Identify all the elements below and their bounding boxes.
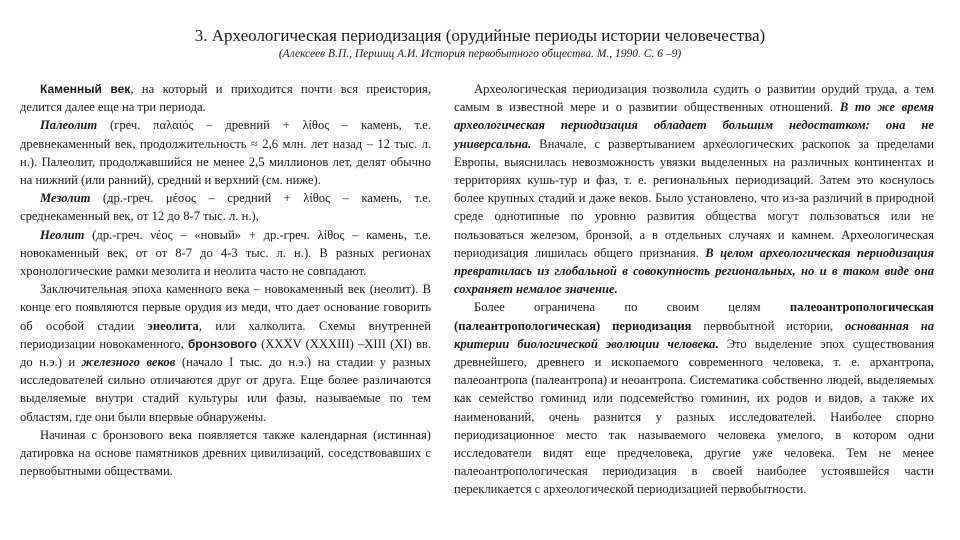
- text: Археологическая периодизация позволила судить о развитии орудий труда, а тем самым в известной мере и о развитии общественных отношений.: [454, 82, 934, 115]
- paragraph-calendar-dating: Начиная с бронзового века появляется также календарная (истинная) датировка на основе памятников древних цивилизаций, соседствовавших с первобытными обществами.: [20, 427, 431, 479]
- term-mesolithic: Мезолит: [40, 191, 91, 206]
- emphasis-regional: В целом археологическая периодизация превратилась из глобальной в совокупность региональных, но и в таком виде она сохраняет немалое значение.: [454, 245, 934, 297]
- right-column: [454, 80, 934, 499]
- text: (начало I тыс. до н.э.) на стадии у разных исследователей сильно отличаются друг от друга. Еще более различаются выделяемые внутри стадий культуры или фазы, называемые по тем областям, где они были впервые обнаружены.: [20, 355, 431, 424]
- term-paleoanthropological: палеоантропологическая (палеантропологическая) периодизация: [454, 300, 934, 333]
- term-neolithic: Неолит: [40, 227, 85, 242]
- left-column: [20, 80, 431, 480]
- source-citation: (Алексеев В.П., Першиц А.И. История первобытного общества. М., 1990. С. 6 –9): [278, 48, 682, 60]
- paragraph-mesolithic: [20, 189, 431, 225]
- text: Это выделение эпох существования древнейшего, древнего и ископаемого современного человека, т. е. архантропа, палеоантропа (палеантропа) и неоантропа. Систематика собственно людей, выделяемых как семейство гоминид или подсемейство гоминин, их родов и видов, а также их наименований, очень разнится у разных исследователей. Наиболее спорно периодизационное место так называемого человека умелого, в котором одни исследователи видят еще предчеловека, другие уже человека. Тем не менее палеоантропологическая периодизация в своей наиболее устоявшейся части перекликается с археологической периодизацией первобытности.: [454, 336, 935, 497]
- emphasis-biological-criterion: основанная на критерии биологической эволюции человека.: [454, 318, 935, 351]
- paragraph-stone-age: [20, 80, 431, 116]
- page-title: 3. Археологическая периодизация (орудийные периоды истории человечества): [194, 26, 766, 45]
- text: , или халколита. Схемы внутренней периодизации новокаменного,: [20, 318, 431, 351]
- emphasis-not-universal: В то же время археологическая периодизация обладает большим недостатком: она не универсальна.: [454, 100, 934, 151]
- text: , на который и приходится почти вся преистория, делится далее еще на три периода.: [20, 82, 431, 115]
- text: (др.-греч. μέσος – средний + λίθος – камень, т.е. среднекаменный век, от 12 до 8-7 тыс. л. н.),: [20, 191, 431, 224]
- paragraph-paleolithic: [20, 116, 431, 189]
- text: (XXXV (XXXIII) –XIII (XI) вв. до н.э.) и: [20, 336, 431, 370]
- term-paleolithic: Палеолит: [40, 118, 98, 133]
- text: (др.-греч. νέος – «новый» + др.-греч. λίθος – камень, т.е. новокаменный век, от от 8-7 до 4-3 тыс. л. н.). В разных регионах хронологические рамки мезолита и неолита часто не совпадают.: [20, 227, 431, 279]
- text: первобытной истории,: [691, 318, 846, 333]
- text: Заключительная эпоха каменного века – новокаменный век (неолит). В конце его появляются первые орудия из меди, что дает основание говорить об особой стадии: [20, 282, 431, 333]
- paragraph-final-epoch: [20, 280, 431, 426]
- term-stone-age: Каменный век: [40, 82, 131, 96]
- paragraph-archaeological-periodization: [454, 80, 934, 298]
- term-bronze-age: бронзового: [187, 336, 257, 351]
- term-iron-age: железного веков: [81, 355, 176, 370]
- term-eneolithic: энеолита: [147, 318, 199, 333]
- paragraph-neolithic: [20, 226, 431, 281]
- paragraph-paleoanthropological-periodization: [454, 298, 934, 498]
- text: Более ограничена по своим целям: [474, 300, 790, 315]
- text: (греч. παλαιός – древний + λίθος – камень, т.е. древнекаменный век, продолжительность ≈ 2,6 млн. лет назад – 12 тыс. л. н.). Палеолит, продолжавшийся не менее 2,5 миллионов лет, делят обычно на нижний (или ранний), средний и верхний (см. ниже).: [20, 118, 431, 188]
- text: Вначале, с развертыванием археологических раскопок за пределами Европы, выяснилась невозможность увязки выделенных на различных континентах и территориях кушь-тур и фаз, т. е. региональных периодизаций. Затем это коснулось более крупных стадий и даже веков. Было установлено, что из-за различий в природной среде однотипные по уровню развития общества могут пользоваться или не пользоваться железом, бронзой, а в отдельных случаях и камнем. Археологическая периодизация лишилась общего признания.: [454, 136, 934, 260]
